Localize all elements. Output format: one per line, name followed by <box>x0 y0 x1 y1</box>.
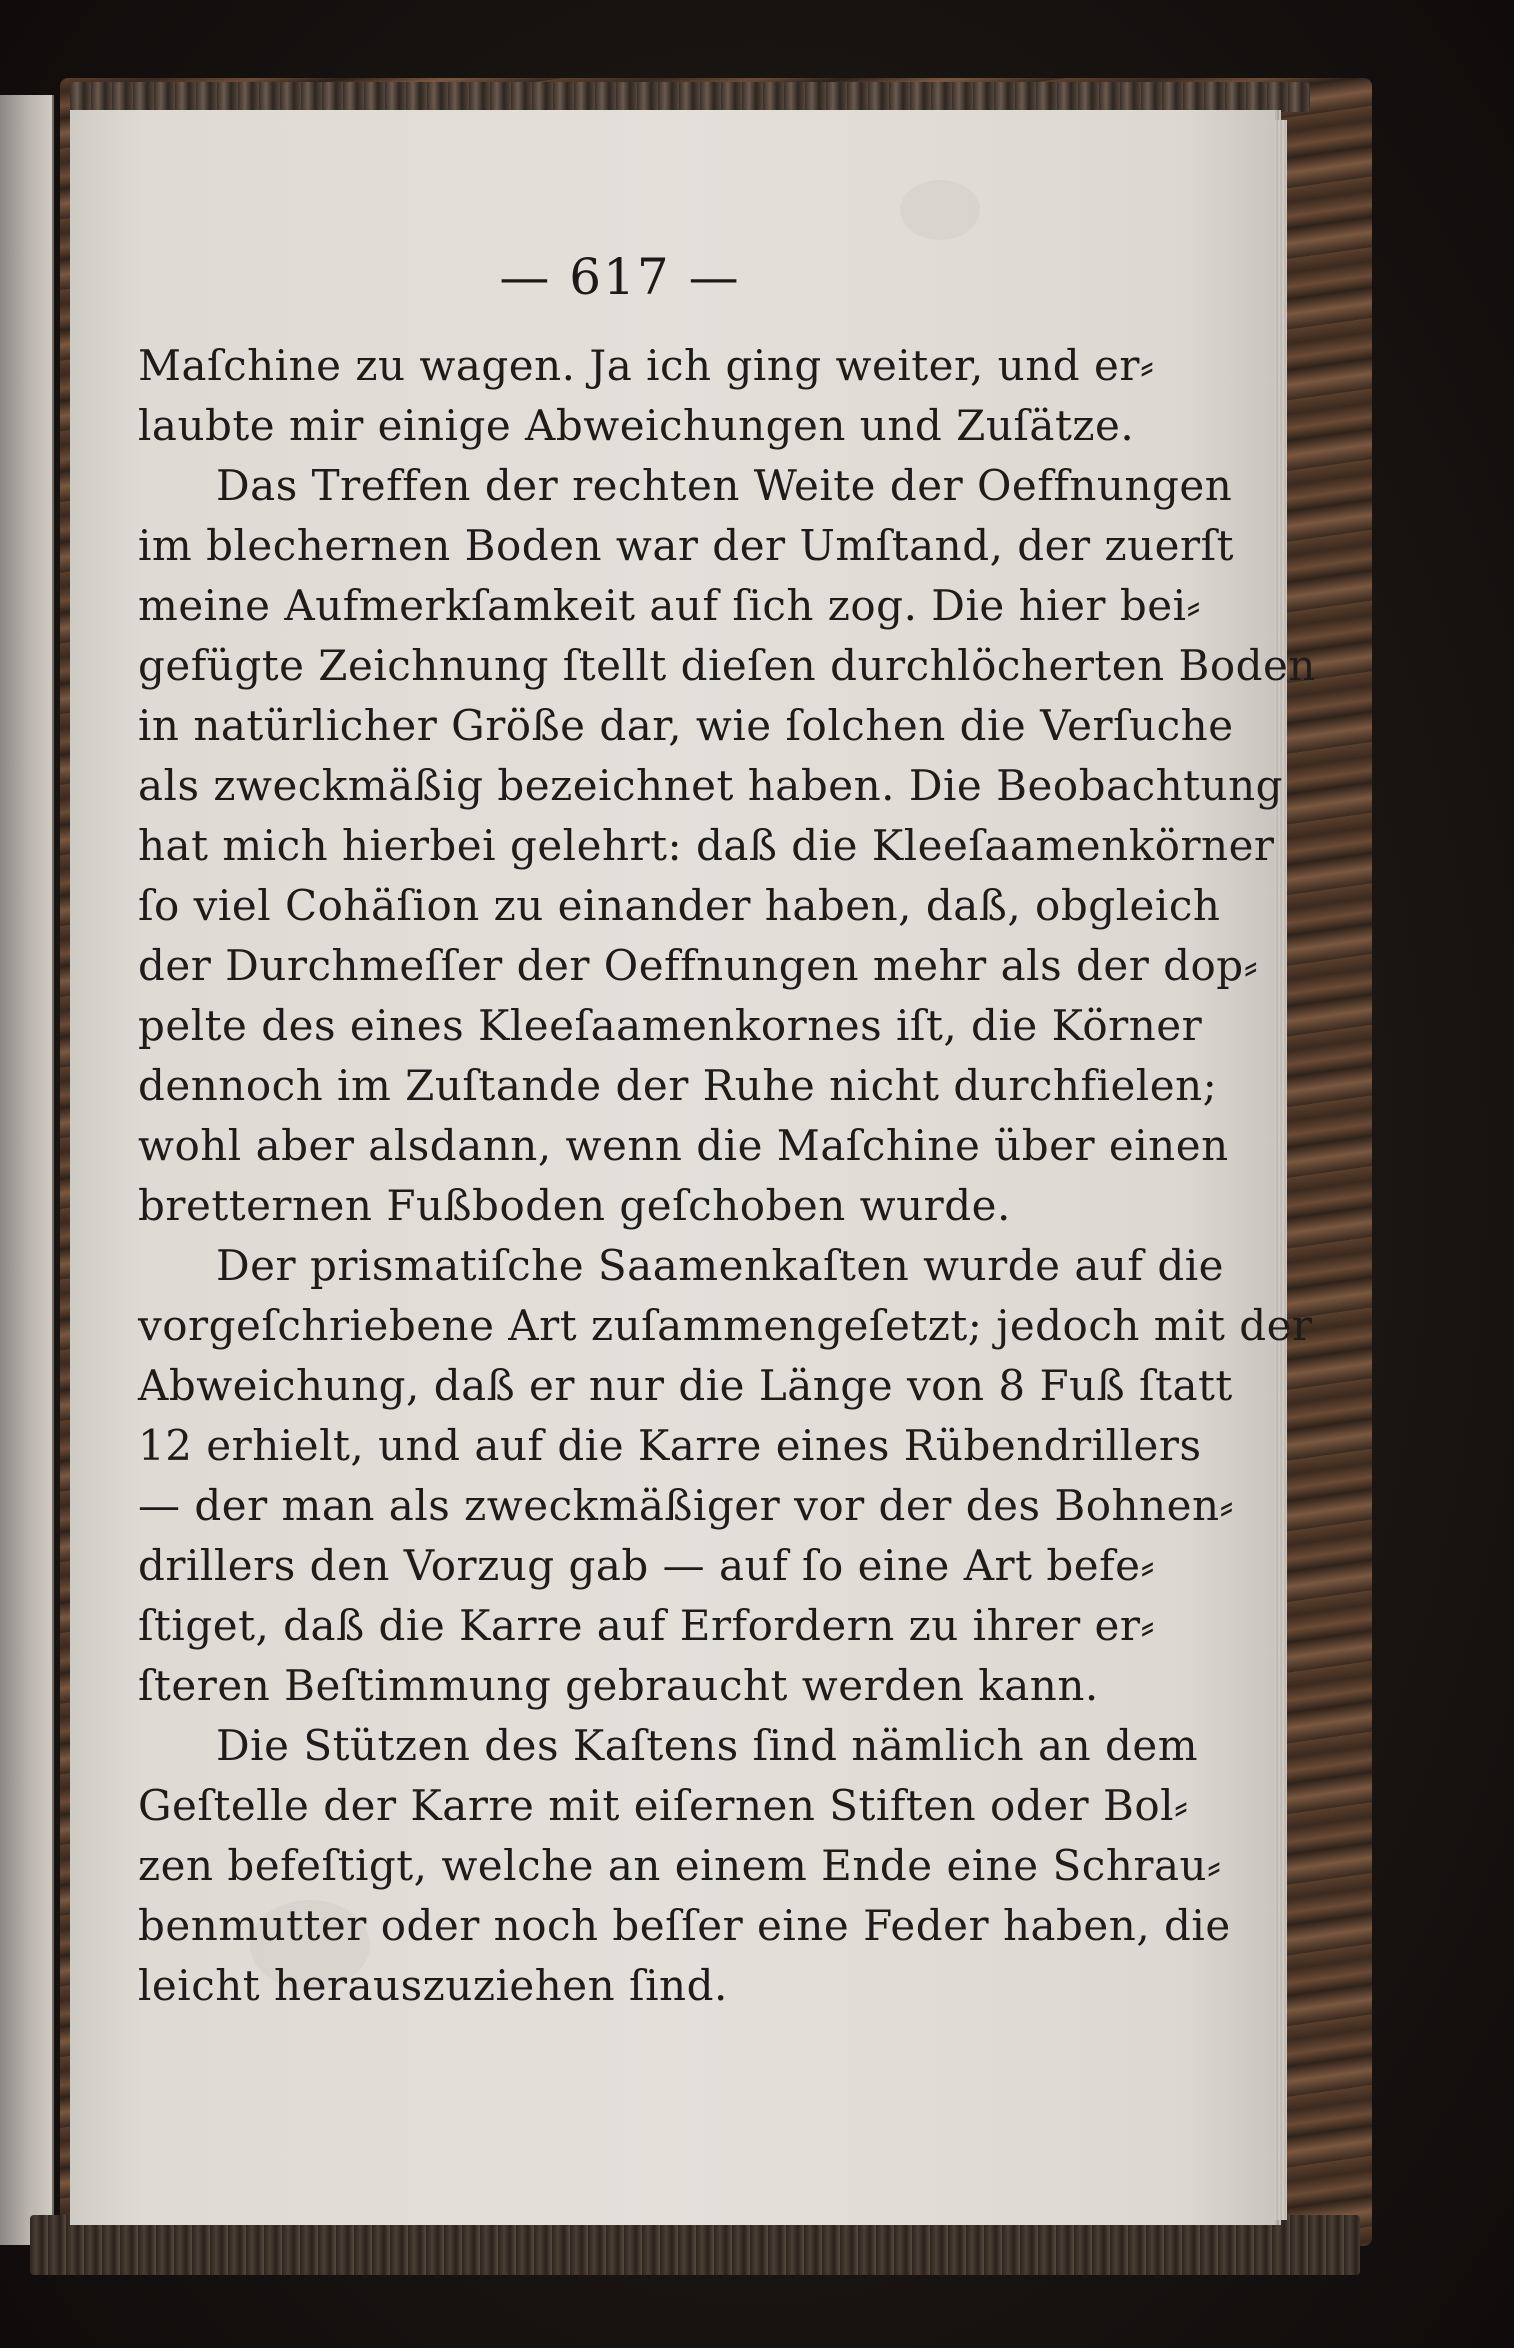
text-line: ſtiget, daß die Karre auf Erfordern zu ihrer er⸗ <box>138 1601 1155 1650</box>
cover-top-edge <box>70 82 1310 112</box>
text-line: Maſchine zu wagen. Ja ich ging weiter, und er⸗ <box>138 341 1155 390</box>
text-line: Geſtelle der Karre mit eiſernen Stiften oder Bol⸗ <box>138 1781 1189 1830</box>
text-line: dennoch im Zuſtande der Ruhe nicht durchfielen; <box>138 1061 1218 1110</box>
text-line: Das Treffen der rechten Weite der Oeffnungen <box>216 461 1233 510</box>
text-line: benmutter oder noch beſſer eine Feder haben, die <box>138 1901 1231 1950</box>
text-line: 12 erhielt, und auf die Karre eines Rübendrillers <box>138 1421 1202 1470</box>
text-line: im blechernen Boden war der Umſtand, der zuerſt <box>138 521 1234 570</box>
text-line: meine Aufmerkſamkeit auf ſich zog. Die hier bei⸗ <box>138 581 1202 630</box>
text-line: ſo viel Cohäſion zu einander haben, daß, obgleich <box>138 881 1221 930</box>
text-line: leicht herauszuziehen ſind. <box>138 1961 728 2010</box>
text-line: gefügte Zeichnung ſtellt dieſen durchlöcherten Boden <box>138 641 1316 690</box>
text-line: ſteren Beſtimmung gebraucht werden kann. <box>138 1661 1099 1710</box>
text-line: — der man als zweckmäßiger vor der des Bohnen⸗ <box>138 1481 1234 1530</box>
text-line: der Durchmeſſer der Oeffnungen mehr als der dop⸗ <box>138 941 1259 990</box>
text-line: pelte des eines Kleeſaamenkornes iſt, die Körner <box>138 1001 1203 1050</box>
text-line: wohl aber alsdann, wenn die Maſchine über einen <box>138 1121 1229 1170</box>
text-line: Die Stützen des Kaſtens ſind nämlich an dem <box>216 1721 1199 1770</box>
text-line: drillers den Vorzug gab — auf ſo eine Art befe⸗ <box>138 1541 1155 1590</box>
paper-stain <box>900 180 980 240</box>
text-line: zen befeſtigt, welche an einem Ende eine Schrau⸗ <box>138 1841 1222 1890</box>
left-facing-page <box>0 95 54 2245</box>
text-line: in natürlicher Größe dar, wie ſolchen die Verſuche <box>138 701 1234 750</box>
page-number: — 617 — <box>499 248 741 306</box>
text-line: Der prismatiſche Saamenkaſten wurde auf die <box>216 1241 1224 1290</box>
text-line: hat mich hierbei gelehrt: daß die Kleeſaamenkörner <box>138 821 1275 870</box>
text-line: bretternen Fußboden geſchoben wurde. <box>138 1181 1011 1230</box>
text-line: laubte mir einige Abweichungen und Zuſätze. <box>138 401 1135 450</box>
page-edges <box>1275 120 1287 2220</box>
text-line: Abweichung, daß er nur die Länge von 8 Fuß ſtatt <box>138 1361 1233 1410</box>
text-line: vorgeſchriebene Art zuſammengeſetzt; jedoch mit der <box>138 1301 1313 1350</box>
text-line: als zweckmäßig bezeichnet haben. Die Beobachtung <box>138 761 1283 810</box>
